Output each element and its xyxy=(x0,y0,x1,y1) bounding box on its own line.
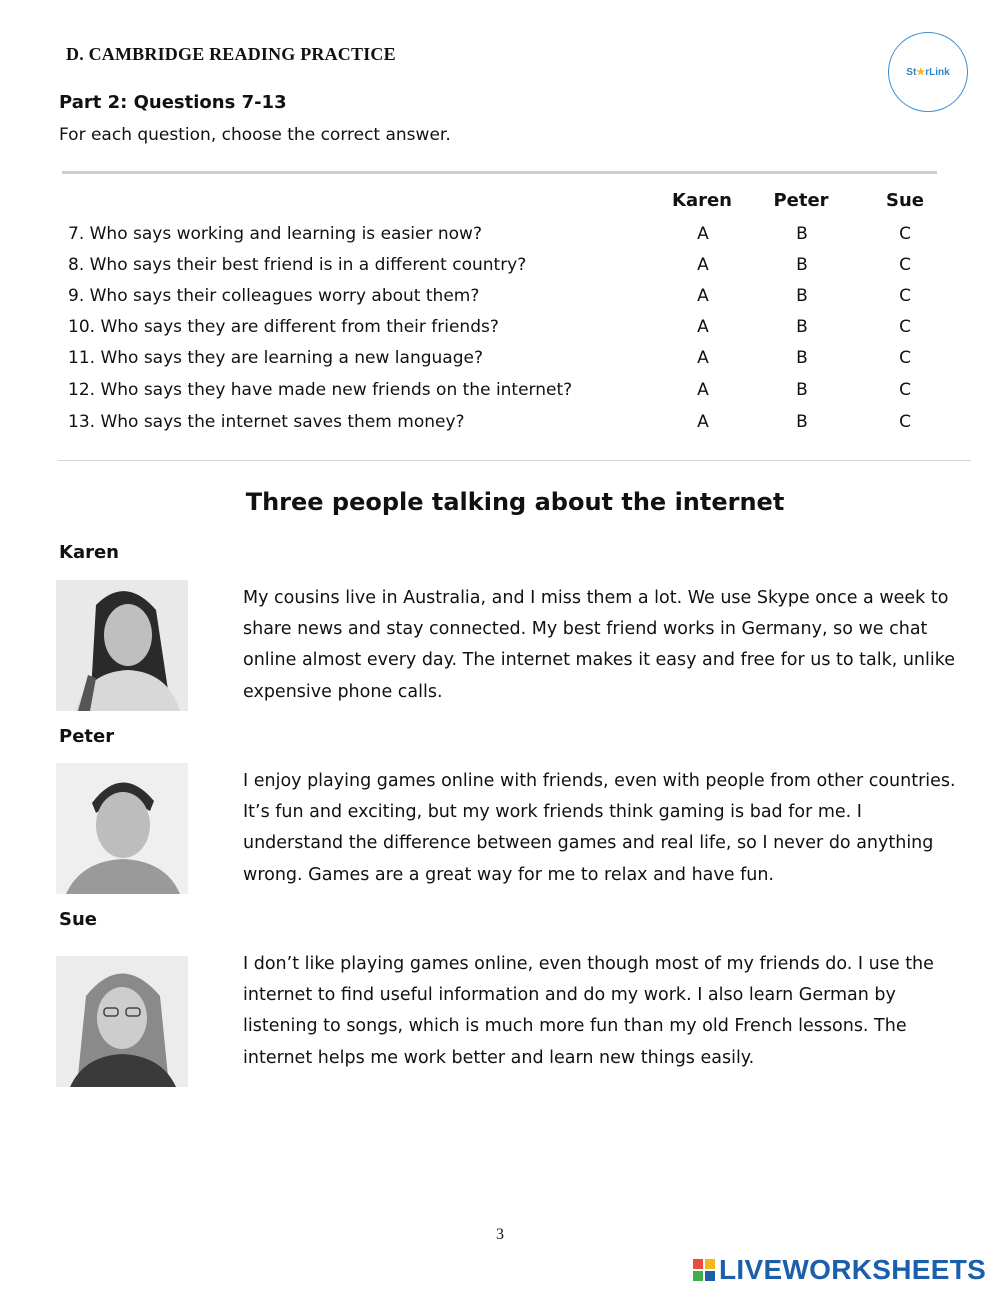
column-header-karen: Karen xyxy=(672,190,732,211)
column-header-peter: Peter xyxy=(773,190,829,211)
q12-option-c[interactable]: C xyxy=(899,380,911,400)
question-9: 9. Who says their colleagues worry about them? xyxy=(68,286,480,306)
question-7: 7. Who says working and learning is easier now? xyxy=(68,224,482,244)
q7-option-b[interactable]: B xyxy=(796,224,808,244)
logo-text: St★rLink xyxy=(906,66,950,78)
q11-option-b[interactable]: B xyxy=(796,348,808,368)
q7-option-a[interactable]: A xyxy=(697,224,709,244)
q7-option-c[interactable]: C xyxy=(899,224,911,244)
sue-photo xyxy=(56,956,188,1087)
question-13: 13. Who says the internet saves them money? xyxy=(68,412,465,432)
q13-option-a[interactable]: A xyxy=(697,412,709,432)
question-12: 12. Who says they have made new friends on the internet? xyxy=(68,380,573,400)
person-name-sue: Sue xyxy=(59,909,97,930)
q12-option-a[interactable]: A xyxy=(697,380,709,400)
q9-option-a[interactable]: A xyxy=(697,286,709,306)
column-header-sue: Sue xyxy=(886,190,924,211)
question-8: 8. Who says their best friend is in a different country? xyxy=(68,255,527,275)
q8-option-c[interactable]: C xyxy=(899,255,911,275)
peter-photo xyxy=(56,763,188,894)
question-11: 11. Who says they are learning a new language? xyxy=(68,348,483,368)
person-name-peter: Peter xyxy=(59,726,115,747)
q13-option-b[interactable]: B xyxy=(796,412,808,432)
q11-option-a[interactable]: A xyxy=(697,348,709,368)
q12-option-b[interactable]: B xyxy=(796,380,808,400)
question-10: 10. Who says they are different from their friends? xyxy=(68,317,499,337)
brand-wordmark: LIVEWORKSHEETS xyxy=(719,1254,987,1285)
divider-middle xyxy=(58,460,971,461)
q9-option-c[interactable]: C xyxy=(899,286,911,306)
part-heading: Part 2: Questions 7-13 xyxy=(59,92,287,113)
q11-option-c[interactable]: C xyxy=(899,348,911,368)
divider-top xyxy=(62,171,937,174)
section-title: D. CAMBRIDGE READING PRACTICE xyxy=(66,44,396,64)
liveworksheets-brand xyxy=(693,1254,986,1286)
q9-option-b[interactable]: B xyxy=(796,286,808,306)
starlink-logo xyxy=(888,32,968,112)
karen-paragraph: My cousins live in Australia, and I miss them a lot. We use Skype once a week to share news and stay connected. My best friend works in Germany, so we chat online almost every day. The internet makes it easy and free for us to talk, unlike expensive phone calls. xyxy=(243,588,956,702)
sue-paragraph: I don’t like playing games online, even though most of my friends do. I use the internet to find useful information and do my work. I also learn German by listening to songs, which is much more fun than my old French lessons. The internet helps me work better and learn new things easily. xyxy=(243,954,934,1068)
karen-photo xyxy=(56,580,188,711)
star-icon: ★ xyxy=(916,66,926,78)
q8-option-b[interactable]: B xyxy=(796,255,808,275)
page-number: 3 xyxy=(496,1226,504,1243)
q10-option-c[interactable]: C xyxy=(899,317,911,337)
instruction-text: For each question, choose the correct answer. xyxy=(59,125,451,145)
reading-title: Three people talking about the internet xyxy=(245,488,785,516)
q10-option-a[interactable]: A xyxy=(697,317,709,337)
q13-option-c[interactable]: C xyxy=(899,412,911,432)
peter-paragraph: I enjoy playing games online with friends, even with people from other countries. It’s fun and exciting, but my work friends think gaming is bad for me. I understand the difference between games and real life, so I never do anything wrong. Games are a great way for me to relax and have fun. xyxy=(243,771,956,885)
q10-option-b[interactable]: B xyxy=(796,317,808,337)
brand-blocks-icon xyxy=(693,1259,715,1281)
q8-option-a[interactable]: A xyxy=(697,255,709,275)
person-name-karen: Karen xyxy=(59,542,119,563)
